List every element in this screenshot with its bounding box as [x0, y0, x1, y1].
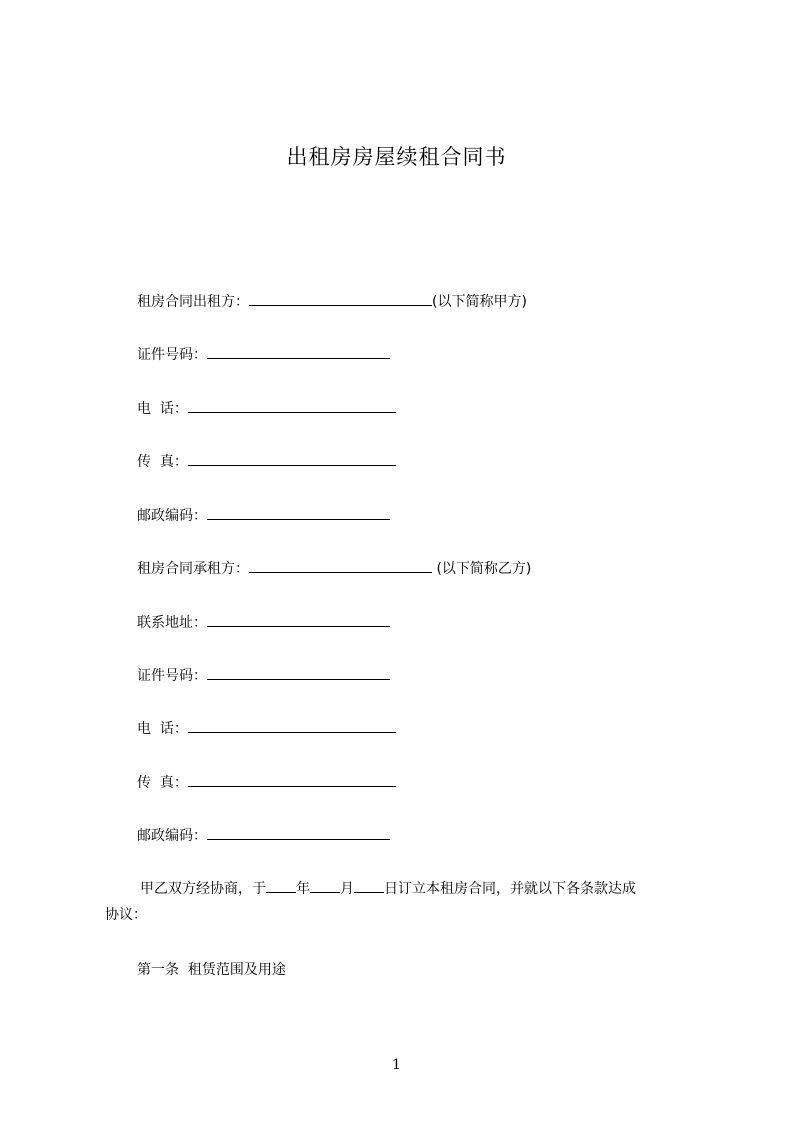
- lessor-postcode-blank[interactable]: [207, 505, 390, 520]
- agreement-line-2: 协议：: [105, 907, 147, 923]
- lessor-fax-blank[interactable]: [188, 451, 396, 466]
- lessee-phone-line: [137, 718, 396, 739]
- lessor-name-label: 租房合同出租方：: [137, 294, 249, 310]
- lessor-name-blank[interactable]: [249, 291, 432, 306]
- agreement-month-label: 月: [340, 881, 354, 897]
- lessor-id-label: 证件号码：: [137, 347, 207, 363]
- lessor-postcode-label: 邮政编码：: [137, 508, 207, 524]
- lessee-phone-blank[interactable]: [188, 718, 396, 733]
- lessor-phone-label: 电 话：: [137, 401, 188, 417]
- lessee-name-suffix: (以下简称乙方): [432, 561, 532, 577]
- agreement-day-rest: 日订立本租房合同，并就以下各条款达成: [384, 881, 636, 897]
- lessor-postcode-line: [137, 505, 390, 526]
- lessee-fax-blank[interactable]: [188, 772, 396, 787]
- lessor-phone-blank[interactable]: [188, 398, 396, 413]
- agreement-intro: 甲乙双方经协商，于: [140, 881, 266, 897]
- lessee-id-label: 证件号码：: [137, 668, 207, 684]
- lessee-address-line: [137, 612, 390, 633]
- agreement-paragraph: [105, 876, 705, 928]
- lessor-id-blank[interactable]: [207, 344, 390, 359]
- lessor-id-line: [137, 344, 390, 365]
- lessor-name-line: [137, 291, 527, 312]
- lessor-fax-label: 传 真：: [137, 454, 188, 470]
- lessee-fax-label: 传 真：: [137, 775, 188, 791]
- article-1-heading: 第一条 租赁范围及用途: [137, 962, 286, 978]
- lessor-phone-line: [137, 398, 396, 419]
- lessor-name-suffix: (以下简称甲方): [432, 294, 527, 310]
- lessee-name-blank[interactable]: [249, 558, 432, 573]
- lessee-name-label: 租房合同承租方：: [137, 561, 249, 577]
- lessee-name-line: [137, 558, 531, 579]
- lessee-postcode-line: [137, 825, 390, 846]
- agreement-month-blank[interactable]: [310, 878, 340, 893]
- lessor-fax-line: [137, 451, 396, 472]
- lessee-postcode-blank[interactable]: [207, 825, 390, 840]
- lessee-phone-label: 电 话：: [137, 721, 188, 737]
- agreement-year-blank[interactable]: [266, 878, 296, 893]
- agreement-year-label: 年: [296, 881, 310, 897]
- agreement-day-blank[interactable]: [354, 878, 384, 893]
- lessee-fax-line: [137, 772, 396, 793]
- lessee-id-line: [137, 665, 390, 686]
- lessee-postcode-label: 邮政编码：: [137, 828, 207, 844]
- lessee-address-label: 联系地址：: [137, 615, 207, 631]
- lessee-address-blank[interactable]: [207, 612, 390, 627]
- page-number: 1: [392, 1057, 401, 1073]
- document-title: 出租房房屋续租合同书: [286, 145, 507, 169]
- lessee-id-blank[interactable]: [207, 665, 390, 680]
